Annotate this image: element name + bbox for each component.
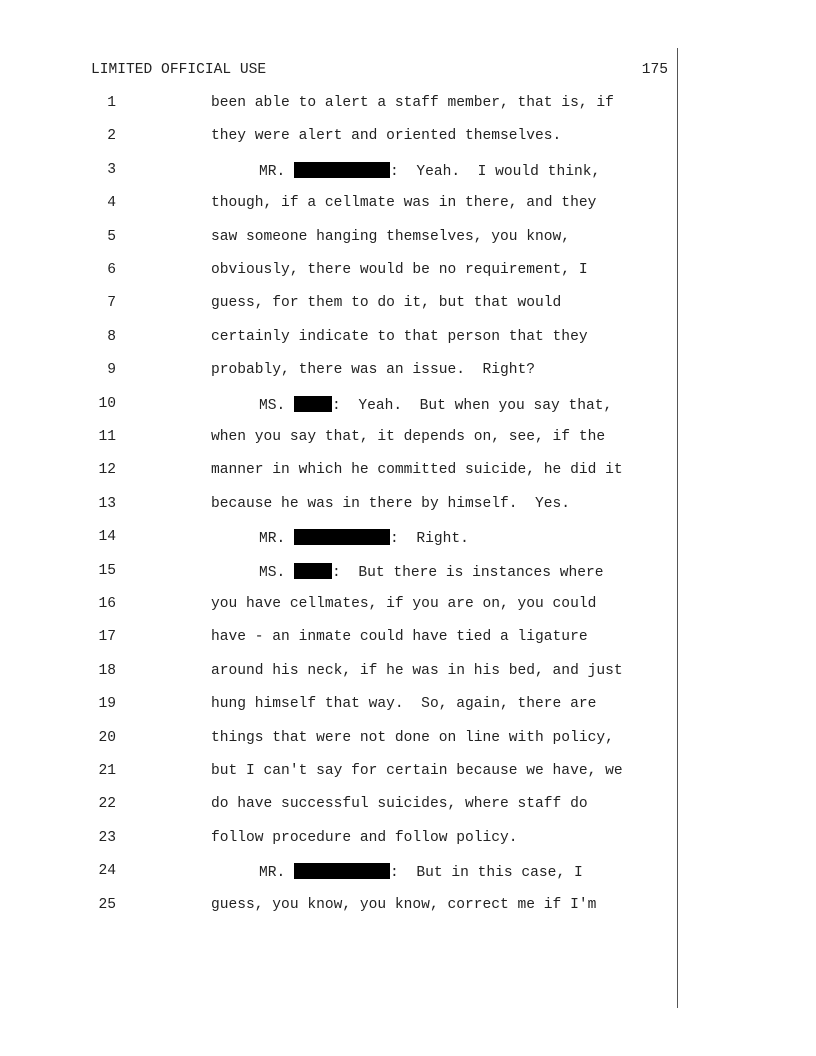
redaction-block bbox=[294, 563, 332, 579]
redaction-block bbox=[294, 863, 390, 879]
line-number: 24 bbox=[98, 863, 116, 880]
line-text: been able to alert a staff member, that is, if bbox=[211, 95, 614, 111]
line-number: 13 bbox=[98, 495, 116, 512]
line-text: probably, there was an issue. Right? bbox=[211, 362, 536, 379]
spoken-text: : Right. bbox=[390, 531, 469, 548]
transcript-line bbox=[0, 128, 816, 148]
line-number: 4 bbox=[107, 195, 116, 212]
line-number: 22 bbox=[98, 796, 116, 813]
line-number: 6 bbox=[107, 262, 116, 278]
transcript-line bbox=[0, 295, 816, 315]
transcript-line bbox=[0, 95, 816, 115]
line-text bbox=[259, 563, 604, 581]
line-number: 23 bbox=[98, 829, 116, 846]
line-text: you have cellmates, if you are on, you could bbox=[211, 596, 597, 612]
redaction-block bbox=[294, 529, 390, 545]
transcript-line bbox=[0, 462, 816, 482]
line-number: 9 bbox=[107, 362, 116, 379]
line-text: saw someone hanging themselves, you know, bbox=[211, 228, 571, 245]
transcript-line bbox=[0, 863, 816, 883]
line-text bbox=[259, 162, 600, 180]
line-text: around his neck, if he was in his bed, and just bbox=[211, 662, 623, 679]
line-number: 2 bbox=[107, 128, 116, 145]
line-text: guess, for them to do it, but that would bbox=[211, 295, 562, 312]
line-text: manner in which he committed suicide, he did it bbox=[211, 462, 623, 479]
line-number: 12 bbox=[98, 462, 116, 479]
speaker-title: MS. bbox=[259, 564, 286, 581]
line-text: when you say that, it depends on, see, if the bbox=[211, 429, 606, 445]
line-text: things that were not done on line with policy, bbox=[211, 729, 614, 746]
line-number: 5 bbox=[107, 228, 116, 245]
line-text: certainly indicate to that person that they bbox=[211, 328, 588, 345]
spoken-text: : Yeah. I would think, bbox=[390, 163, 601, 180]
spoken-text: : But there is instances where bbox=[332, 564, 604, 581]
transcript-line bbox=[0, 429, 816, 449]
line-number: 15 bbox=[98, 562, 116, 579]
line-text bbox=[259, 396, 612, 414]
line-text bbox=[259, 863, 583, 881]
transcript-line bbox=[0, 162, 816, 182]
transcript-line bbox=[0, 696, 816, 716]
speaker-title: MR. bbox=[259, 531, 286, 548]
line-text: though, if a cellmate was in there, and they bbox=[211, 195, 597, 212]
transcript-line bbox=[0, 763, 816, 783]
line-number: 1 bbox=[107, 95, 116, 111]
line-text: obviously, there would be no requirement, I bbox=[211, 262, 588, 278]
transcript-line bbox=[0, 629, 816, 649]
transcript-line bbox=[0, 529, 816, 549]
speaker-title: MS. bbox=[259, 397, 286, 414]
line-text bbox=[259, 529, 469, 547]
transcript-line bbox=[0, 262, 816, 282]
transcript-line bbox=[0, 663, 816, 683]
redaction-block bbox=[294, 396, 332, 412]
line-text: follow procedure and follow policy. bbox=[211, 829, 518, 846]
line-number: 21 bbox=[98, 763, 116, 779]
page-number: 175 bbox=[641, 62, 668, 78]
transcript-line bbox=[0, 830, 816, 850]
spoken-text: : But in this case, I bbox=[390, 865, 583, 882]
line-number: 8 bbox=[107, 328, 116, 345]
transcript-line bbox=[0, 229, 816, 249]
line-text: because he was in there by himself. Yes. bbox=[211, 495, 571, 512]
line-text: hung himself that way. So, again, there are bbox=[211, 696, 597, 713]
line-number: 19 bbox=[98, 696, 116, 713]
line-number: 10 bbox=[98, 395, 116, 412]
redaction-block bbox=[294, 162, 390, 178]
line-number: 3 bbox=[107, 161, 116, 178]
line-text: guess, you know, you know, correct me if I'm bbox=[211, 896, 597, 913]
spoken-text: : Yeah. But when you say that, bbox=[332, 397, 613, 414]
line-text: have - an inmate could have tied a ligature bbox=[211, 629, 588, 646]
transcript-line bbox=[0, 496, 816, 516]
transcript-line bbox=[0, 329, 816, 349]
line-text: but I can't say for certain because we have, we bbox=[211, 763, 623, 779]
speaker-title: MR. bbox=[259, 163, 286, 180]
line-number: 18 bbox=[98, 662, 116, 679]
transcript-line bbox=[0, 396, 816, 416]
line-number: 17 bbox=[98, 629, 116, 646]
speaker-title: MR. bbox=[259, 865, 286, 882]
transcript-line bbox=[0, 563, 816, 583]
line-number: 20 bbox=[98, 729, 116, 746]
line-text: do have successful suicides, where staff do bbox=[211, 796, 588, 813]
transcript-line bbox=[0, 730, 816, 750]
line-number: 7 bbox=[107, 295, 116, 312]
transcript-line bbox=[0, 796, 816, 816]
transcript-line bbox=[0, 596, 816, 616]
line-number: 16 bbox=[98, 596, 116, 612]
transcript-line bbox=[0, 897, 816, 917]
line-number: 25 bbox=[98, 896, 116, 913]
transcript-line bbox=[0, 362, 816, 382]
classification-header: LIMITED OFFICIAL USE bbox=[91, 62, 267, 78]
transcript-line bbox=[0, 195, 816, 215]
line-text: they were alert and oriented themselves. bbox=[211, 128, 562, 145]
line-number: 11 bbox=[98, 429, 116, 445]
line-number: 14 bbox=[98, 529, 116, 546]
